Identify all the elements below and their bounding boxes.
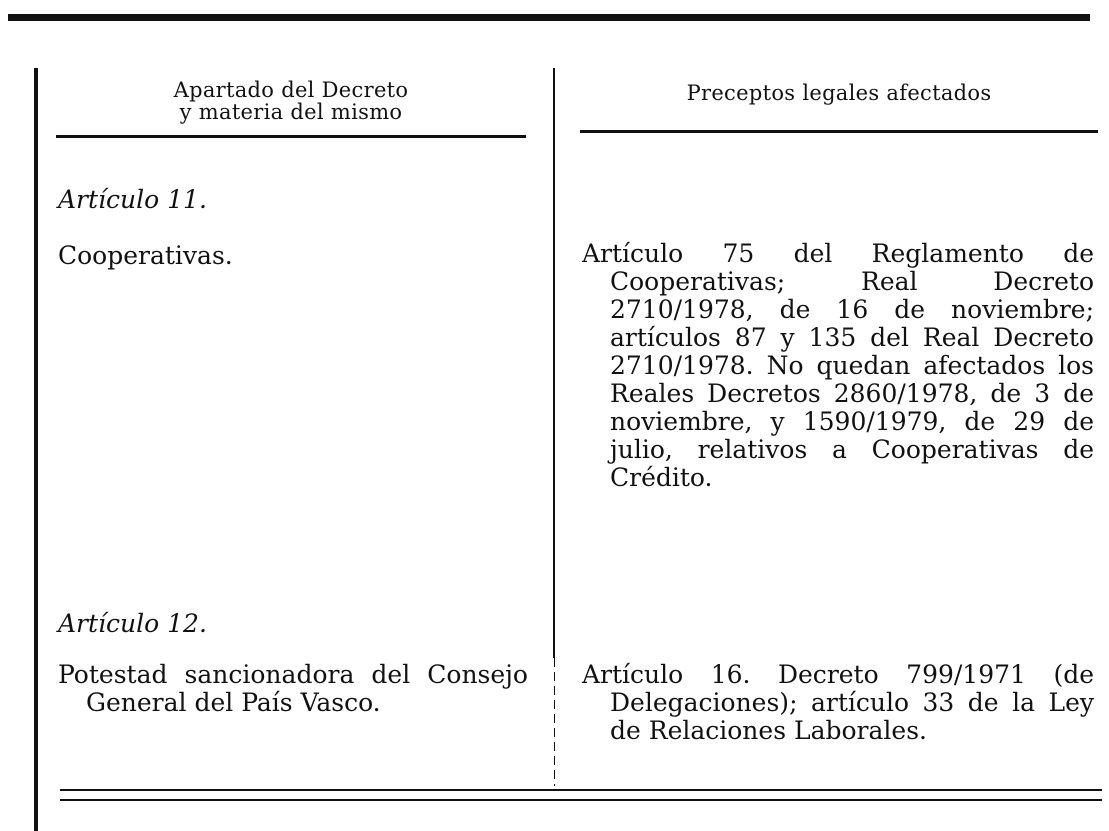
row-1-precepts: Artículo 75 del Reglamento de Cooperativas; Real Decreto 2710/1978, de 16 de noviembre; artículos 87 y 135 del Real Decreto 2710/1978. No quedan afectados los Reales Decretos 2860/1978, de 3 de noviembre, y 1590/1979, de 29 de julio, relativos a Cooperativas de Crédito. <box>582 239 1094 492</box>
bottom-rule-upper <box>60 789 1102 791</box>
header-right: Preceptos legales afectados <box>686 81 992 105</box>
column-divider-dashed <box>554 658 555 786</box>
row-1-matter: Cooperativas. <box>58 241 233 270</box>
column-divider <box>553 68 555 658</box>
row-2-matter: Potestad sancionadora del Consejo General del País Vasco. <box>58 660 528 717</box>
header-left-rule <box>56 135 526 138</box>
left-margin-bar <box>34 68 38 831</box>
header-left <box>56 79 526 123</box>
top-rule <box>8 14 1090 21</box>
row-2-precepts: Artículo 16. Decreto 799/1971 (de Delegaciones); artículo 33 de la Ley de Relaciones Laborales. <box>582 660 1094 745</box>
row-1-article: Artículo 11. <box>58 185 207 214</box>
row-2-article: Artículo 12. <box>58 609 207 638</box>
bottom-rule-lower <box>60 799 1102 801</box>
header-left-line-2: y materia del mismo <box>179 100 403 124</box>
header-right-rule <box>580 130 1098 133</box>
header-left-line-1: Apartado del Decreto <box>173 78 409 102</box>
